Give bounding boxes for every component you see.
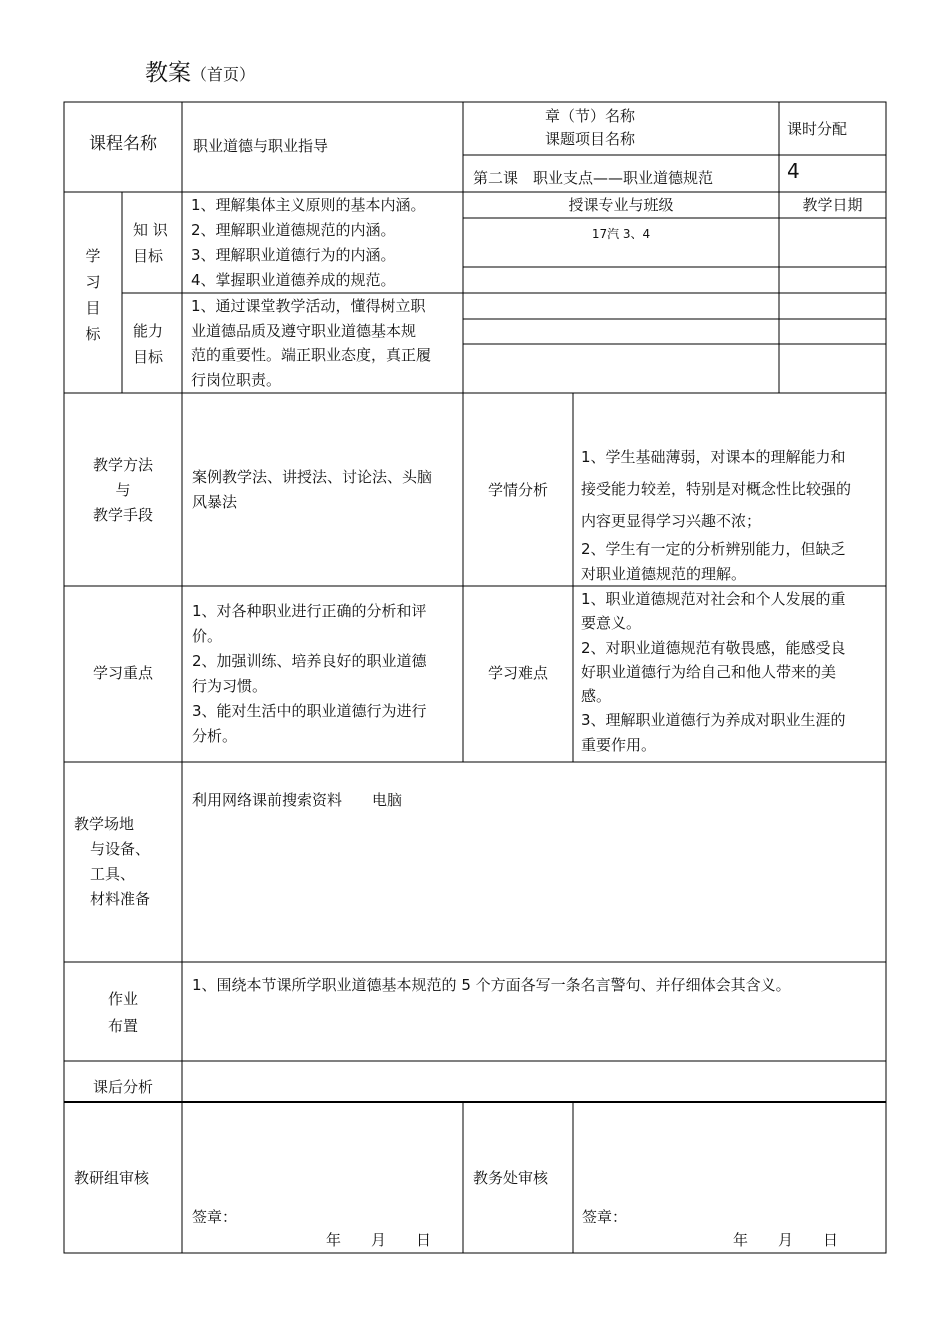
after-class-label: 课后分析 [92, 1078, 153, 1096]
method-label-line: 教学方法 [92, 456, 153, 474]
chapter-label-2: 课题项目名称 [544, 130, 635, 148]
learning-goals-char: 习 [85, 273, 101, 291]
ability-label [133, 318, 163, 370]
list-item: 2、理解职业道德规范的内涵。 [191, 221, 396, 239]
knowledge-label [133, 217, 168, 269]
learning-goals-char: 学 [85, 247, 101, 265]
course-label: 课程名称 [89, 134, 157, 154]
venue-label-line: 教学场地 [74, 815, 135, 833]
analysis-text-1 [581, 441, 851, 537]
text-line: 价。 [192, 627, 223, 645]
text-line: 2、加强训练、培养良好的职业道德 [192, 652, 427, 670]
venue-label [74, 812, 150, 912]
title-main: 教案 [145, 60, 191, 86]
analysis-text-2 [581, 537, 846, 587]
text-line: 范的重要性。端正职业态度，真正履 [191, 346, 432, 364]
date-header: 教学日期 [802, 196, 863, 214]
venue-value: 利用网络课前搜索资料 电脑 [192, 791, 403, 809]
homework-label-line: 作业 [107, 990, 138, 1008]
difficulty-text [581, 587, 846, 757]
difficulty-label: 学习难点 [487, 664, 548, 682]
text-line: 重要作用。 [581, 735, 657, 754]
learning-goals-char: 标 [85, 325, 101, 343]
review2-sign-label: 签章： [582, 1208, 628, 1226]
course-name: 职业道德与职业指导 [193, 137, 329, 155]
venue-label-line: 工具、 [90, 865, 136, 883]
review1-sign-label: 签章： [192, 1208, 238, 1226]
learning-goals-label [64, 243, 122, 347]
key-label: 学习重点 [92, 664, 153, 682]
venue-label-line: 材料准备 [90, 890, 151, 908]
venue-label-line: 与设备、 [90, 840, 151, 858]
text-line: 行为习惯。 [192, 677, 268, 695]
ability-label-line: 目标 [133, 348, 164, 366]
text-line: 要意义。 [581, 614, 642, 633]
chapter-label-1: 章（节）名称 [544, 107, 635, 125]
text-line: 1、职业道德规范对社会和个人发展的重 [581, 590, 846, 608]
method-label-line: 教学手段 [92, 506, 153, 524]
analysis-label: 学情分析 [487, 481, 548, 499]
text-line: 2、学生有一定的分析辨别能力，但缺乏 [581, 540, 846, 558]
text-line: 业道德品质及遵守职业道德基本规 [191, 321, 417, 340]
review1-date: 年 月 日 [326, 1231, 432, 1249]
class-header: 授课专业与班级 [568, 196, 674, 214]
title-sub: （首页） [191, 65, 256, 84]
text-line: 1、对各种职业进行正确的分析和评 [192, 602, 427, 620]
text-line: 风暴法 [192, 493, 238, 511]
review1-label: 教研组审核 [74, 1169, 150, 1187]
text-line: 对职业道德规范的理解。 [581, 565, 747, 583]
method-text [192, 465, 432, 515]
text-line: 1、通过课堂教学活动，懂得树立职 [191, 297, 426, 315]
class-value: 17汽 3、4 [591, 227, 651, 241]
review2-date: 年 月 日 [733, 1231, 839, 1249]
review2-label: 教务处审核 [473, 1169, 549, 1187]
list-item: 3、理解职业道德行为的内涵。 [191, 246, 396, 264]
knowledge-items [191, 193, 426, 293]
list-item: 4、掌握职业道德养成的规范。 [191, 271, 396, 289]
ability-text [191, 294, 431, 392]
knowledge-label-line: 目标 [133, 247, 164, 265]
text-line: 1、学生基础薄弱，对课本的理解能力和 [581, 448, 846, 466]
text-line: 分析。 [192, 727, 238, 745]
text-line: 行岗位职责。 [191, 370, 282, 389]
knowledge-label-line: 知 识 [133, 221, 168, 239]
text-line: 感。 [581, 687, 612, 706]
key-text [192, 599, 427, 749]
chapter-name: 第二课 职业支点——职业道德规范 [473, 169, 714, 187]
homework-label [64, 986, 182, 1040]
homework-label-line: 布置 [107, 1017, 138, 1035]
text-line: 内容更显得学习兴趣不浓； [581, 512, 762, 530]
text-line: 2、对职业道德规范有敬畏感，能感受良 [581, 638, 846, 657]
method-label [64, 453, 182, 528]
hours-label: 课时分配 [787, 120, 848, 138]
hours-value: 4 [787, 159, 800, 183]
text-line: 3、能对生活中的职业道德行为进行 [192, 702, 427, 720]
learning-goals-char: 目 [85, 299, 101, 317]
text-line: 案例教学法、讲授法、讨论法、头脑 [192, 468, 433, 486]
text-line: 3、理解职业道德行为养成对职业生涯的 [581, 711, 846, 730]
homework-value: 1、围绕本节课所学职业道德基本规范的 5 个方面各写一条名言警句、并仔细体会其含义。 [192, 976, 791, 994]
list-item: 1、理解集体主义原则的基本内涵。 [191, 196, 426, 214]
text-line: 接受能力较差，特别是对概念性比较强的 [581, 480, 852, 498]
text-line: 好职业道德行为给自己和他人带来的美 [581, 662, 837, 681]
ability-label-line: 能力 [133, 322, 164, 340]
method-label-line: 与 [115, 481, 131, 499]
